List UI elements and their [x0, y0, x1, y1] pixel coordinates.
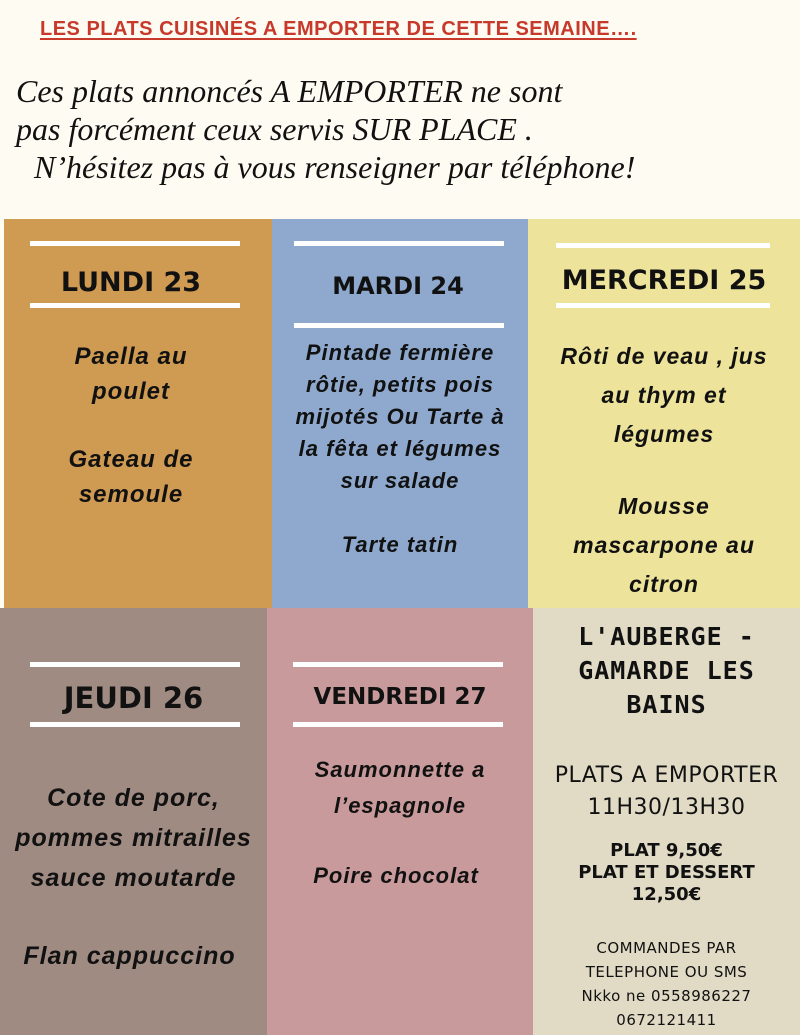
- dish-line: au thym et: [601, 382, 727, 408]
- dessert-line: mascarpone au: [573, 532, 755, 558]
- dessert-line: Flan cappuccino: [23, 942, 236, 970]
- dish-line: rôtie, petits pois: [306, 372, 494, 397]
- divider-top: [30, 662, 240, 667]
- day-title: JEUDI 26: [63, 681, 204, 715]
- menu-dessert: [267, 858, 533, 894]
- dish-line: la fêta et légumes: [298, 436, 502, 461]
- dessert-line: semoule: [78, 481, 184, 508]
- divider-bottom: [293, 722, 503, 727]
- day-card-jeudi: [0, 608, 267, 1035]
- day-title: VENDREDI 27: [313, 684, 487, 710]
- menu-dessert: [528, 487, 800, 604]
- dish-line: Pintade fermière: [305, 340, 495, 365]
- dish-line: Rôti de veau , jus: [560, 343, 768, 369]
- dish-line: l’espagnole: [333, 793, 467, 818]
- day-title: MERCREDI 25: [561, 265, 767, 296]
- dish-line: sauce moutarde: [30, 864, 237, 892]
- dessert-line: citron: [629, 571, 699, 597]
- menu-dish: [4, 339, 272, 409]
- divider-bottom: [30, 722, 240, 727]
- price-line: PLAT 9,50€: [610, 840, 723, 861]
- dessert-line: Mousse: [618, 493, 710, 519]
- dessert-line: Gateau de: [68, 446, 194, 473]
- intro-line-1: Ces plats annoncés A EMPORTER ne sont: [16, 73, 563, 109]
- dessert-line: Poire chocolat: [313, 863, 479, 888]
- menu-dessert: [0, 936, 267, 976]
- contact-phone: 0672121411: [616, 1011, 717, 1029]
- dish-line: Saumonnette a: [314, 757, 486, 782]
- dish-line: sur salade: [340, 468, 460, 493]
- dish-line: Paella au: [74, 343, 188, 370]
- day-card-mardi: [272, 219, 528, 608]
- divider-top: [294, 241, 504, 246]
- contact-line: COMMANDES PAR: [596, 939, 737, 957]
- dish-line: légumes: [613, 421, 715, 447]
- dish-line: poulet: [92, 378, 170, 405]
- menu-dish: [528, 337, 800, 454]
- restaurant-name-line: BAINS: [626, 690, 707, 719]
- divider-top: [556, 243, 770, 248]
- price-line: 12,50€: [631, 884, 702, 905]
- divider-top: [293, 662, 503, 667]
- menu-dish: [267, 752, 533, 824]
- hours-line: PLATS A EMPORTER: [554, 763, 779, 788]
- price-line: PLAT ET DESSERT: [578, 862, 755, 883]
- contact-line: TELEPHONE OU SMS: [585, 963, 748, 981]
- day-title: LUNDI 23: [60, 267, 202, 298]
- menu-dessert: [272, 529, 528, 561]
- menu-dish: [0, 778, 267, 898]
- dish-line: Cote de porc,: [47, 784, 220, 812]
- restaurant-info-card: [533, 608, 800, 1035]
- intro-line-2: pas forcément ceux servis SUR PLACE .: [16, 111, 533, 147]
- page-headline: LES PLATS CUISINÉS A EMPORTER DE CETTE SEMAINE….: [40, 18, 637, 40]
- price-list: [533, 840, 800, 906]
- day-card-lundi: [4, 219, 272, 608]
- day-title: MARDI 24: [332, 272, 464, 300]
- order-contact: [533, 936, 800, 1032]
- restaurant-name-line: GAMARDE LES: [578, 656, 755, 685]
- divider-bottom: [294, 323, 504, 328]
- menu-dish: [272, 337, 528, 497]
- dessert-line: Tarte tatin: [341, 532, 459, 557]
- contact-phone: Nkko ne 0558986227: [581, 987, 752, 1005]
- day-card-vendredi: [267, 608, 533, 1035]
- divider-bottom: [30, 303, 240, 308]
- takeaway-hours: [533, 760, 800, 824]
- restaurant-name: [533, 620, 800, 722]
- dish-line: pommes mitrailles: [15, 824, 252, 852]
- dish-line: mijotés Ou Tarte à: [295, 404, 505, 429]
- menu-dessert: [4, 442, 272, 512]
- day-card-mercredi: [528, 219, 800, 608]
- intro-notice: [16, 72, 786, 186]
- divider-bottom: [556, 303, 770, 308]
- restaurant-name-line: L'AUBERGE -: [578, 622, 755, 651]
- intro-line-3: N’hésitez pas à vous renseigner par téléphone!: [34, 149, 636, 185]
- hours-line: 11H30/13H30: [587, 795, 746, 820]
- divider-top: [30, 241, 240, 246]
